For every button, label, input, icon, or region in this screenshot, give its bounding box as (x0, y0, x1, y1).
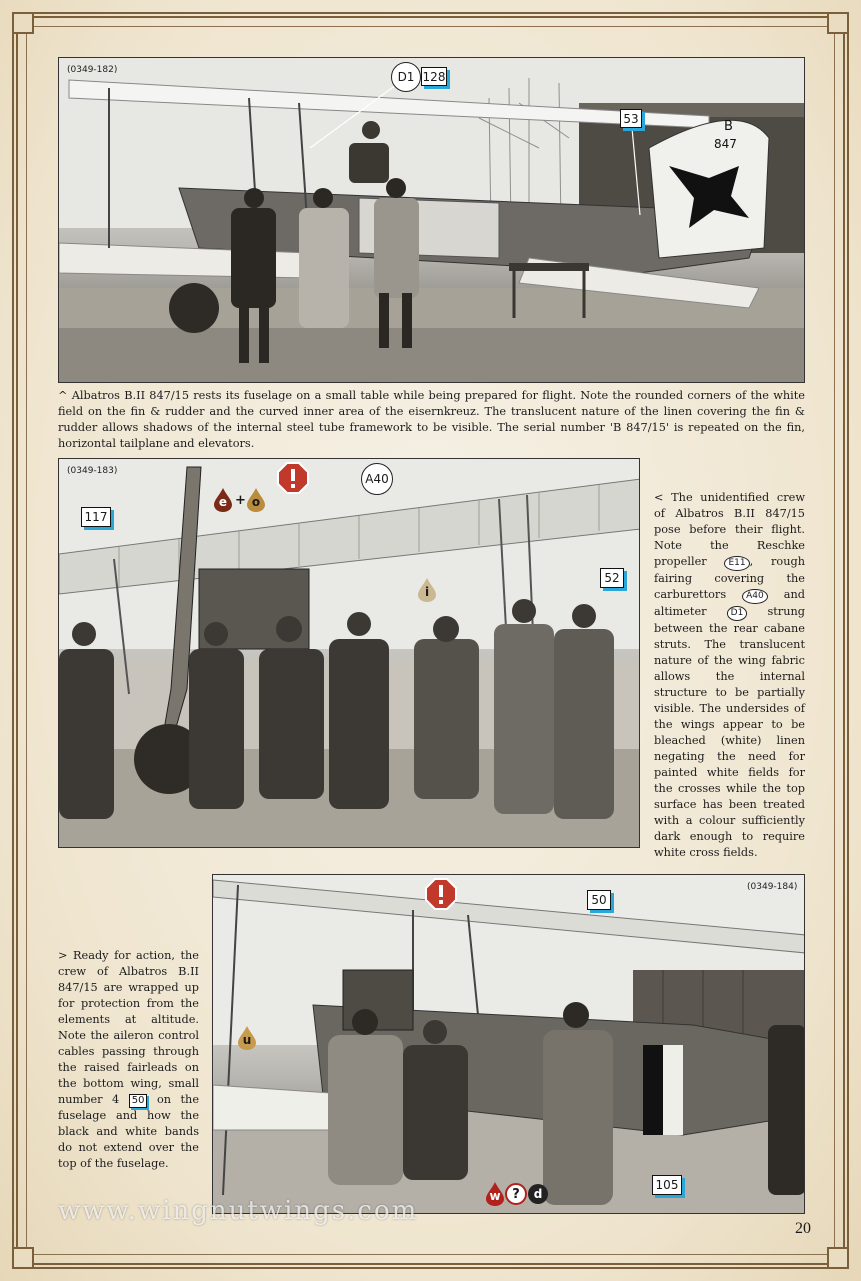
inline-callout-d1: D1 (727, 606, 748, 621)
photo-reference: (0349-184) (747, 882, 798, 892)
watermark: www.wingnutwings.com (58, 1196, 419, 1226)
caption-photo-184: > Ready for action, the crew of Albatros B.II 847/15 are wrapped up for protection from the elements at altitude. Note the aileron control cables passing through the raised fairleads on the bottom wing, small number 4 50 on the fuselage and how the black and white bands do not extend over the top of the fuselage. (58, 949, 200, 1170)
page-number: 20 (795, 1220, 811, 1237)
callout-52: 52 (600, 568, 624, 588)
callout-50: 50 (587, 890, 611, 910)
paint-drop-o-icon: o (246, 488, 266, 512)
callout-a40: A40 (361, 463, 393, 495)
photo-illustration (59, 459, 640, 848)
caption-photo-182: ^ Albatros B.II 847/15 rests its fuselage on a small table while being prepared for flight. Note the rounded corners of the white field on the fin & rudder and the curved inner area of the eisernkreuz. The translucent nature of the linen covering the fin & rudder allows shadows of the internal steel tube framework to be visible. The serial number 'B 847/15' is repeated on the fin, horizontal tailplane and elevators. (58, 389, 805, 450)
photo-crew-ready (212, 874, 805, 1214)
callout-d1: D1 (391, 62, 421, 92)
svg-text:847: 847 (714, 137, 737, 151)
svg-text:B: B (724, 119, 733, 134)
plus-sign: + (235, 493, 246, 508)
caption-photo-183: < The unidentified crew of Albatros B.II 847/15 pose before their flight. Note the Reschke propeller E11 , rough fairing covering the carburettors A40 and altimeter D1 strung between the rear cabane struts. The translucent nature of the wing fabric allows the internal structure to be partially visible. The undersides of the wings appear to be bleached (white) linen negating the need for painted white fields for the crosses while the top surface has been treated with a colour sufficiently dark enough to require white cross fields. (654, 491, 805, 859)
callout-117: 117 (81, 507, 111, 527)
warning-icon (277, 462, 309, 494)
callout-53: 53 (620, 109, 642, 128)
photo-illustration (213, 875, 805, 1214)
paint-dot-d-icon: d (528, 1184, 548, 1204)
paint-drop-i-icon: i (417, 578, 437, 602)
inline-callout-a40: A40 (742, 589, 768, 604)
paint-drop-u-icon: u (237, 1026, 257, 1050)
warning-icon (425, 878, 457, 910)
paint-drop-w-icon: w (485, 1182, 505, 1206)
paint-drop-e-icon: e (213, 488, 233, 512)
photo-reference: (0349-182) (67, 65, 118, 75)
question-icon: ? (505, 1183, 527, 1205)
inline-callout-e11: E11 (724, 556, 749, 571)
photo-crew-pose (58, 458, 640, 848)
callout-105: 105 (652, 1175, 682, 1195)
photo-reference: (0349-183) (67, 466, 118, 476)
inline-callout-50: 50 (129, 1094, 148, 1108)
callout-128: 128 (421, 67, 447, 86)
